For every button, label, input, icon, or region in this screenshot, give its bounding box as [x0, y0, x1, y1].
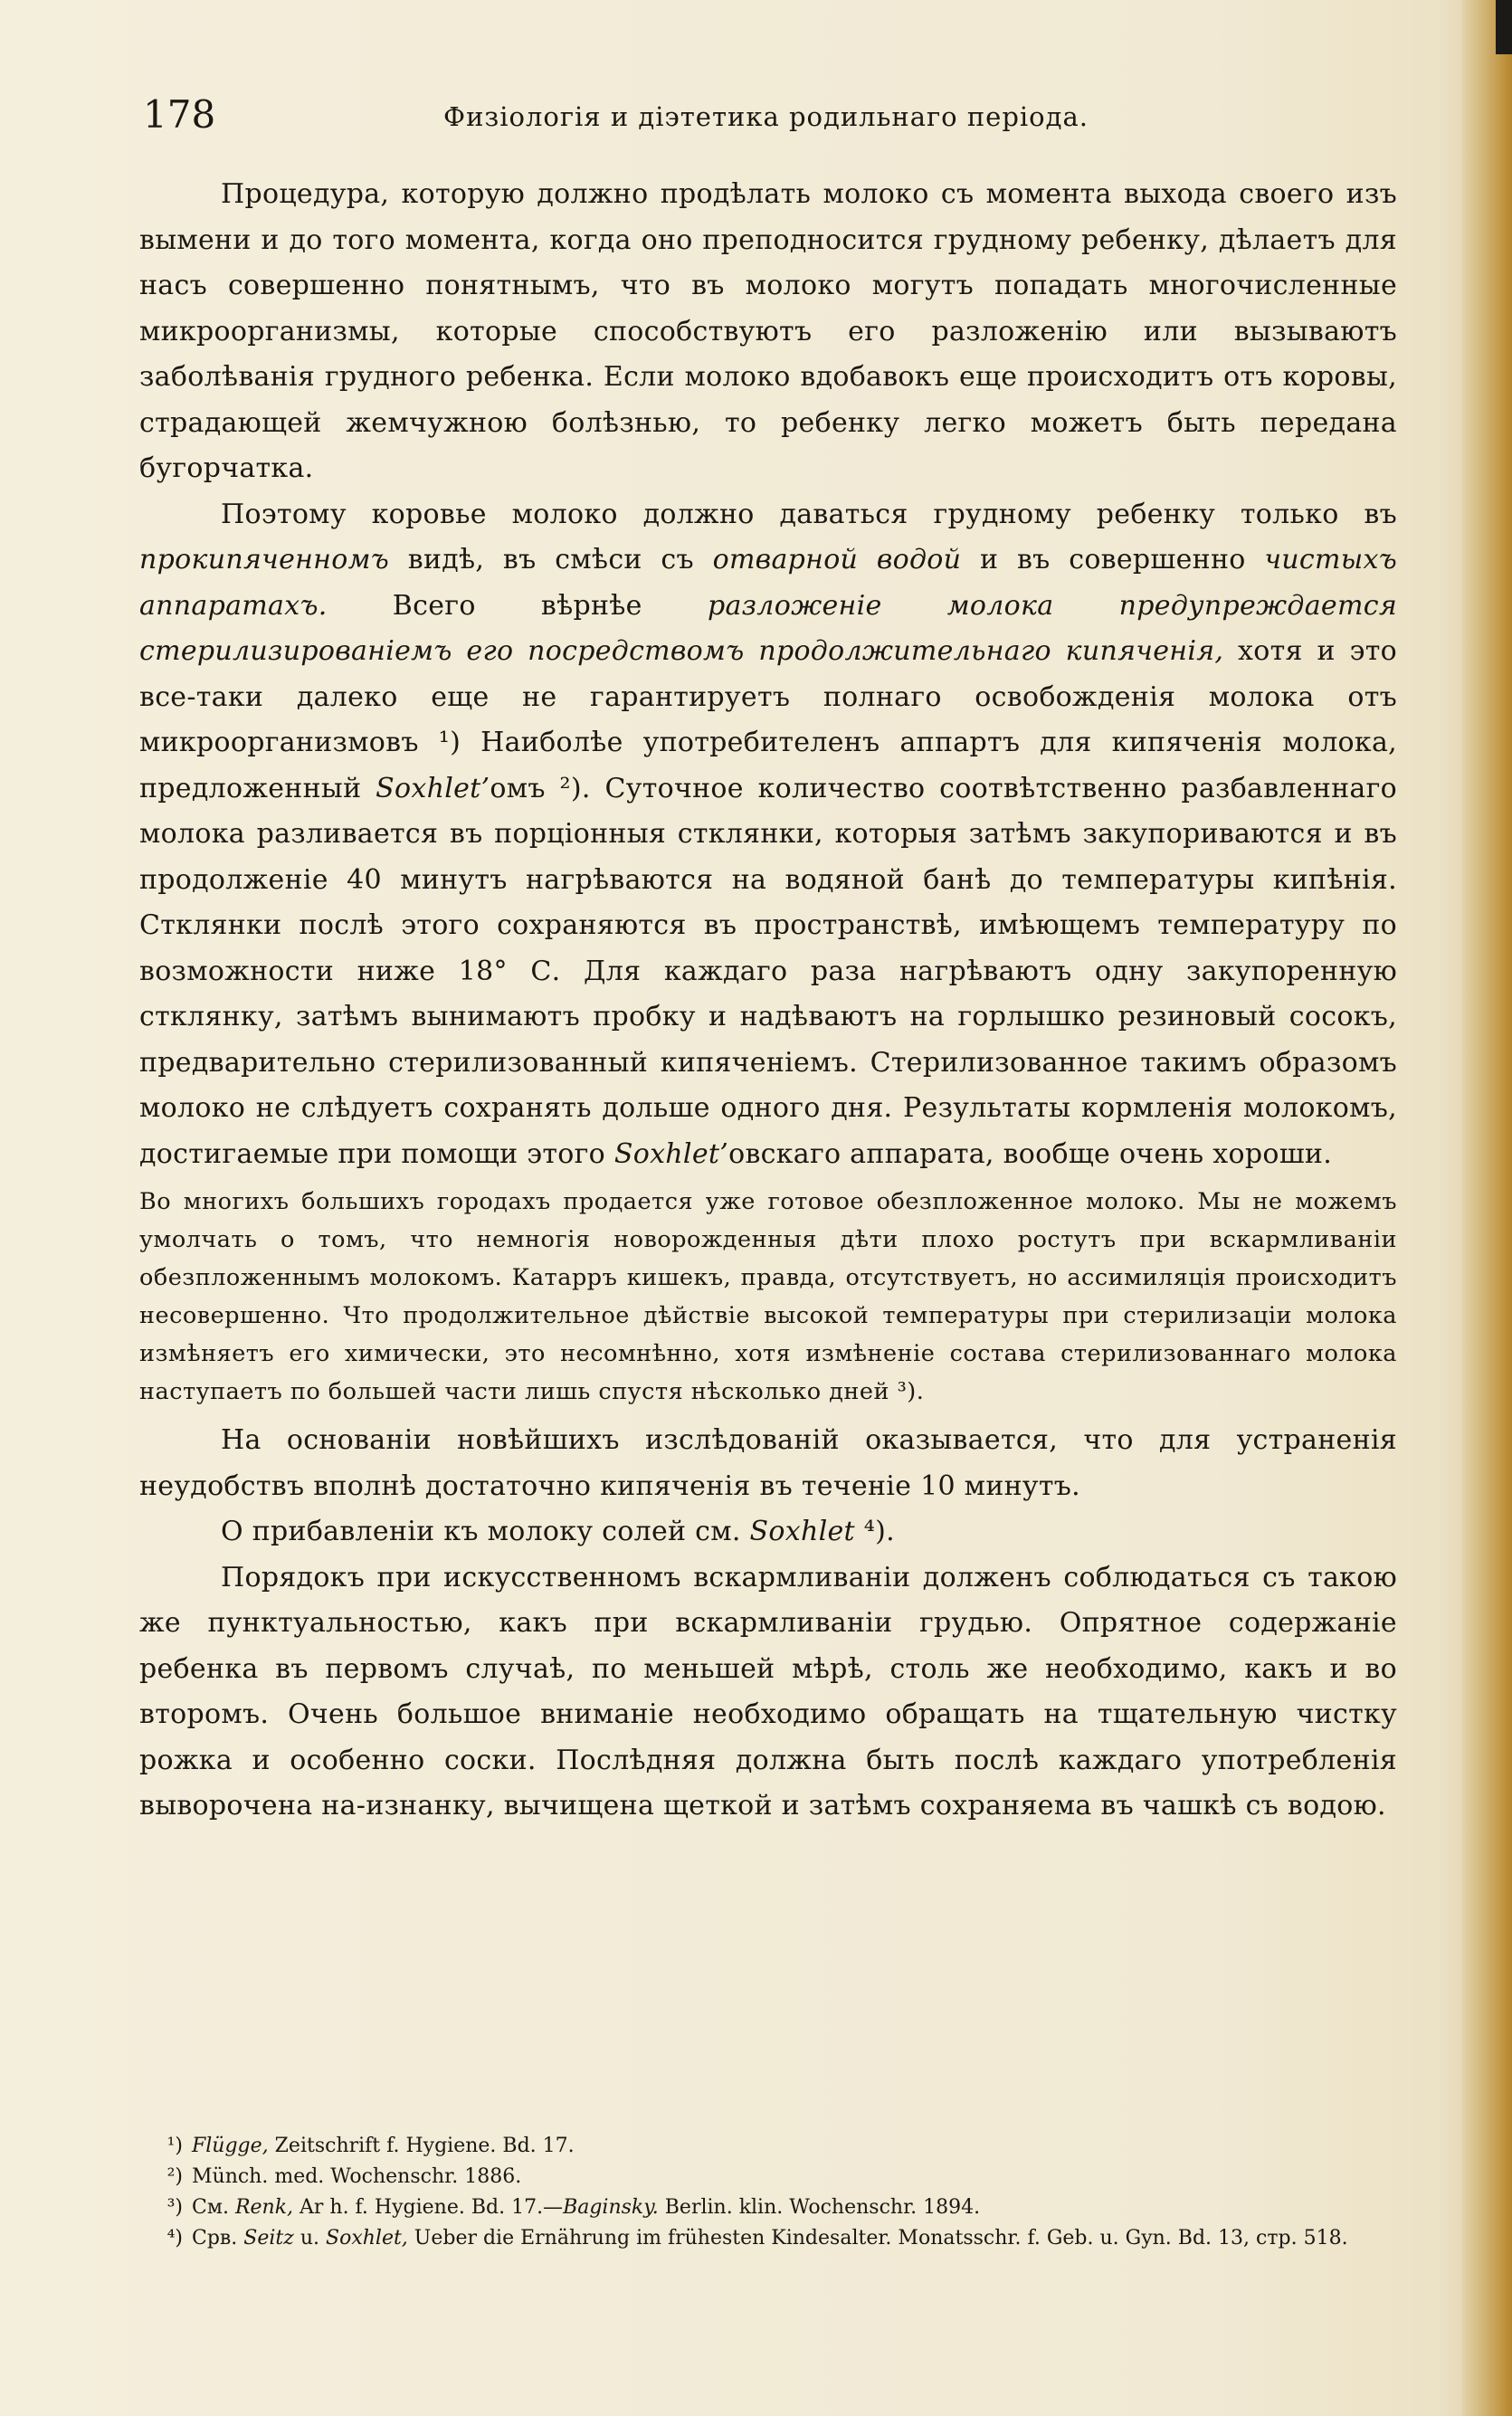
text-run: Berlin. klin. Wochenschr. 1894. [658, 2196, 981, 2219]
footnote [139, 2192, 1397, 2223]
italic-text-run: разложеніе молока предупреждается стерилизированіемъ его посредствомъ продолжительнаго кипяченія, [139, 589, 1398, 667]
text-run: См. [192, 2196, 235, 2219]
text-run: Ueber die Ernährung im frühesten Kindesalter. Monatsschr. f. Geb. u. Gyn. Bd. 13, стр. 518. [407, 2227, 1348, 2250]
text-run: и въ совершенно [961, 544, 1265, 575]
text-run: О прибавленіи къ молоку солей см. [221, 1516, 750, 1547]
italic-text-run: Soxhlet [749, 1516, 855, 1547]
italic-text-run: Renk, [234, 2196, 294, 2219]
text-run: u. [293, 2227, 327, 2250]
italic-text-run: Seitz [243, 2227, 294, 2250]
text-run: Срв. [192, 2227, 244, 2250]
paragraph [139, 1509, 1397, 1555]
text-run: омъ ²). Суточное количество соотвѣтственно разбавленнаго молока разливается въ порціонныя стклянки, которыя затѣмъ закупориваются и въ продолженіе 40 минутъ нагрѣваются на водяной банѣ до температуры кипѣнія. Стклянки послѣ этого сохраняются въ пространствѣ, имѣющемъ температуру по возможности ниже 18° С. Для каждаго раза нагрѣваютъ одну закупоренную стклянку, затѣмъ вынимаютъ пробку и надѣваютъ на горлышко резиновый сосокъ, предварительно стерилизованный кипяченіемъ. Стерилизованное такимъ образомъ молоко не слѣдуетъ сохранять дольше одного дня. Результаты кормленія молокомъ, достигаемые при помощи этого [139, 772, 1398, 1170]
footnote [139, 2162, 1397, 2192]
footnote [139, 2131, 1397, 2162]
italic-text-run: Soxhlet’ [376, 772, 490, 804]
text-run: Во многихъ большихъ городахъ продается уже готовое обезпложенное молоко. Мы не можемъ умолчать о томъ, что немногія новорожденныя дѣти плохо ростутъ при вскармливаніи обезпложеннымъ молокомъ. Катарръ кишекъ, правда, отсутствуетъ, но ассимиляція происходитъ несовершенно. Что продолжительное дѣйствіе высокой температуры при стерилизаціи молока измѣняетъ его химически, это несомнѣнно, хотя измѣненіе состава стерилизованнаго молока наступаетъ по большей части лишь спустя нѣсколько дней ³). [139, 1188, 1397, 1405]
italic-text-run: отварной водой [712, 544, 962, 575]
scan-corner-shadow [1496, 0, 1512, 54]
page-header [136, 89, 1412, 143]
text-run: На основаніи новѣйшихъ изслѣдованій оказывается, что для устраненія неудобствъ вполнѣ достаточно кипяченія въ теченіе 10 минутъ. [139, 1424, 1397, 1502]
paragraph [139, 1418, 1397, 1509]
paragraph [139, 172, 1397, 492]
italic-text-run: Flügge, [192, 2135, 269, 2157]
page-number: 178 [143, 92, 216, 137]
text-run: Процедура, которую должно продѣлать молоко съ момента выхода своего изъ вымени и до того момента, когда оно преподносится грудному ребенку, дѣлаетъ для насъ совершенно понятнымъ, что въ молоко могутъ попадать многочисленные микроорганизмы, которые способствуютъ его разложенію или вызываютъ заболѣванія грудного ребенка. Если молоко вдобавокъ еще происходитъ отъ коровы, страдающей жемчужною болѣзнью, то ребенку легко можетъ быть передана бугорчатка. [139, 178, 1397, 484]
footnotes [139, 2131, 1397, 2254]
footnote-mark: ¹) [166, 2135, 183, 2157]
text-run: Ar h. f. Hygiene. Bd. 17.— [293, 2196, 564, 2219]
book-spine-edge [1462, 0, 1512, 2416]
text-run: Zeitschrift f. Hygiene. Bd. 17. [268, 2135, 575, 2157]
footnote [139, 2223, 1397, 2254]
text-run: Поэтому коровье молоко должно даваться грудному ребенку только въ [221, 498, 1397, 530]
italic-text-run: Soxhlet, [326, 2227, 408, 2250]
small-print-paragraph [139, 1183, 1397, 1411]
paragraph [139, 492, 1397, 1178]
italic-text-run: прокипяченномъ [139, 544, 390, 575]
paragraph [139, 1555, 1397, 1830]
body-text [139, 172, 1397, 1830]
italic-text-run: Soxhlet’ [613, 1137, 729, 1170]
running-head: Физіологія и діэтетика родильнаго періода. [443, 101, 1089, 132]
text-run: Всего вѣрнѣе [327, 589, 708, 622]
text-run: овскаго аппарата, вообще очень хороши. [728, 1137, 1333, 1170]
text-run: хотя и это все-таки далеко еще не гарантируетъ полнаго освобожденія молока отъ микроорганизмовъ ¹) Наиболѣе употребителенъ аппартъ для кипяченія молока, предложенный [139, 635, 1397, 804]
footnote-mark: ³) [166, 2196, 183, 2219]
text-run: Münch. med. Wochenschr. 1886. [192, 2165, 522, 2188]
text-run: Порядокъ при искусственномъ вскармливаніи долженъ соблюдаться съ такою же пунктуальностью, какъ при вскармливаніи грудью. Опрятное содержаніе ребенка въ первомъ случаѣ, по меньшей мѣрѣ, столь же необходимо, какъ и во второмъ. Очень большое вниманіе необходимо обращать на тщательную чистку рожка и особенно соски. Послѣдняя должна быть послѣ каждаго употребленія выворочена на-изнанку, вычищена щеткой и затѣмъ сохраняема въ чашкѣ съ водою. [139, 1561, 1397, 1822]
italic-text-run: чистыхъ аппаратахъ. [139, 544, 1398, 622]
footnote-mark: ²) [166, 2165, 183, 2188]
italic-text-run: Baginsky. [563, 2196, 659, 2219]
text-run: ⁴). [854, 1516, 895, 1547]
text-run: видѣ, въ смѣси съ [389, 544, 713, 575]
footnote-mark: ⁴) [166, 2227, 183, 2250]
